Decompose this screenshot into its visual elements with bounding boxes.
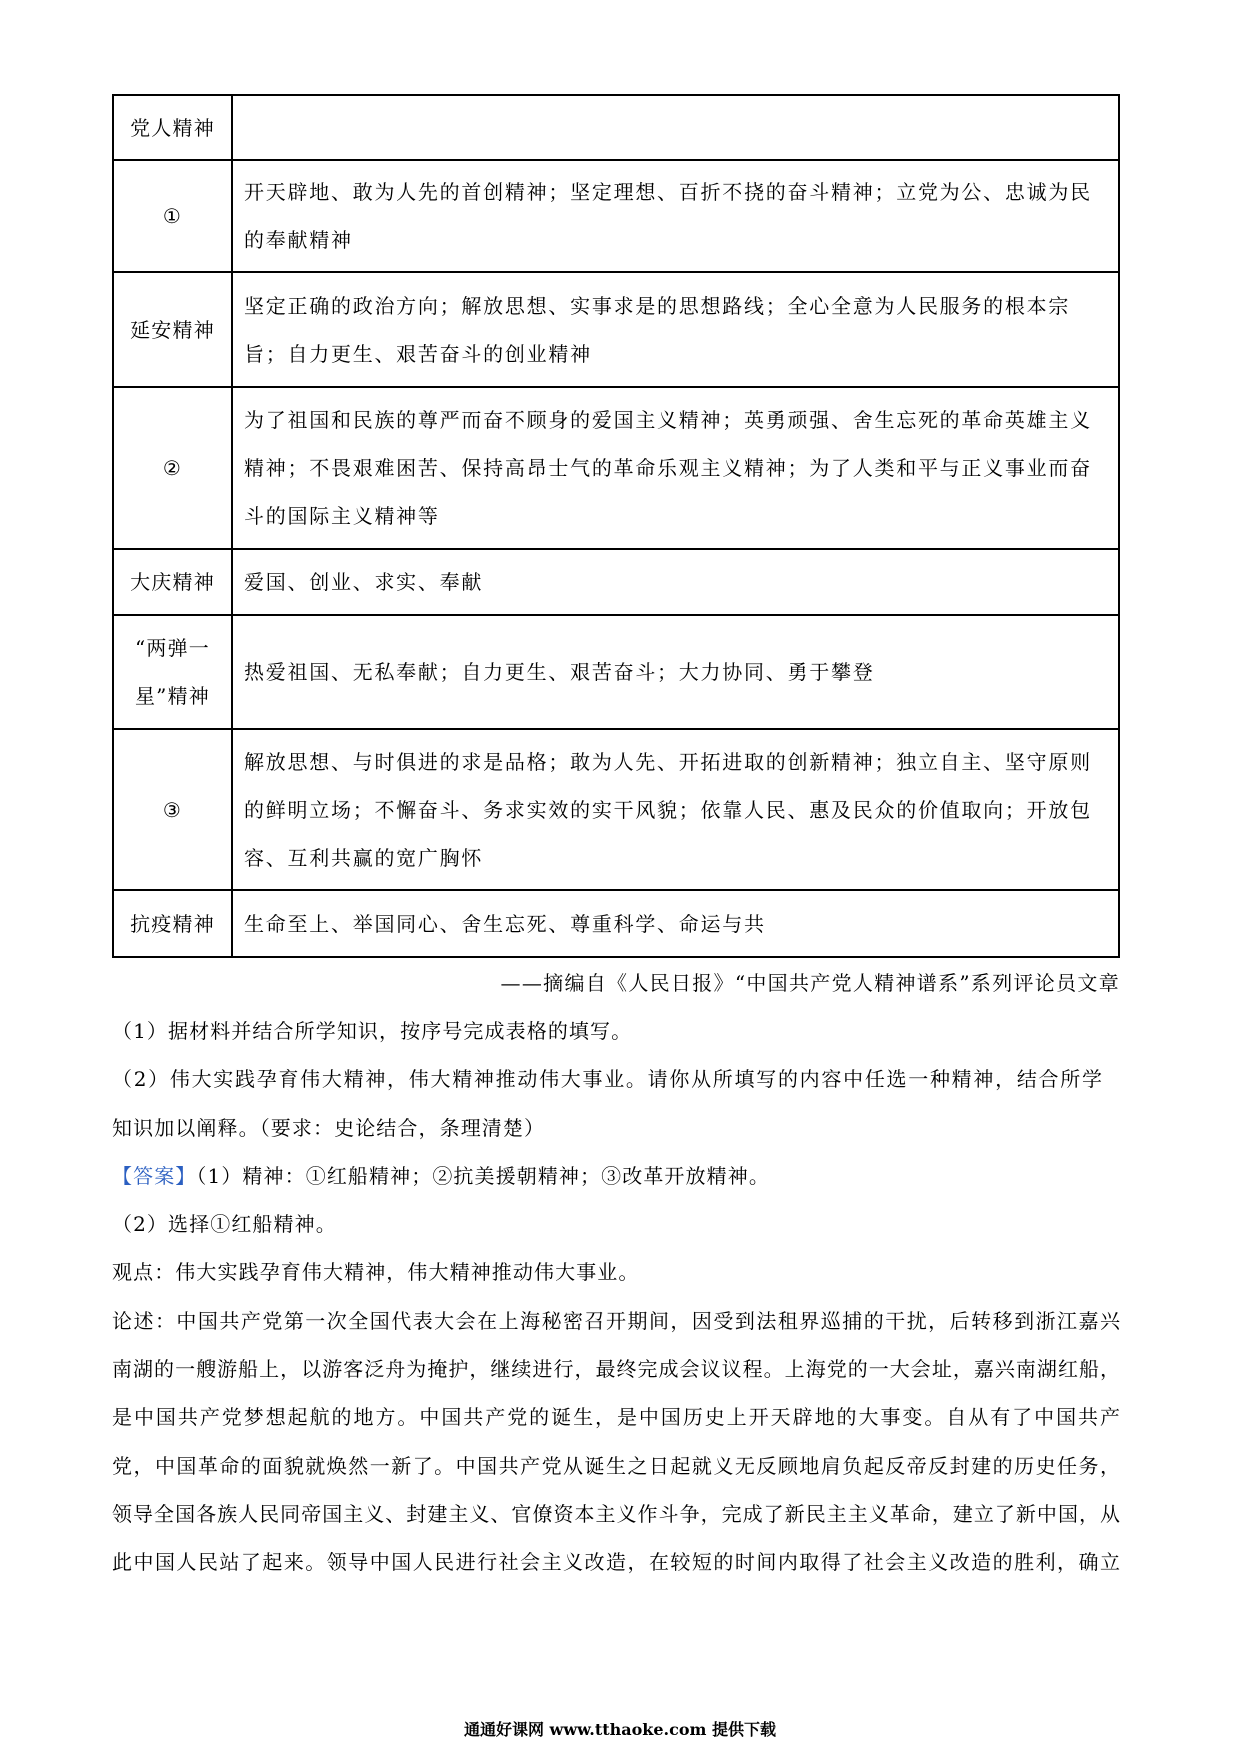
spirit-content-line: 坚定正确的政治方向；解放思想、实事求是的思想路线；全心全意为人民服务的根本宗	[244, 293, 1071, 318]
spirit-name: 大庆精神	[130, 570, 215, 594]
table-row	[114, 891, 1120, 958]
spirit-content-line: 容、互利共赢的宽广胸怀	[244, 845, 484, 870]
question-1: （1）据材料并结合所学知识，按序号完成表格的填写。	[112, 1019, 633, 1043]
spirit-content-line: 的鲜明立场；不懈奋斗、务求实效的实干风貌；依靠人民、惠及民众的价值取向；开放包	[244, 797, 1092, 822]
spirit-name: 星”精神	[134, 684, 211, 708]
answer-discussion-line: 党，中国革命的面貌就焕然一新了。中国共产党从诞生之日起就义无反顾地肩负起反帝反封建的历史任务，	[112, 1453, 1120, 1478]
spirit-content-line: 旨；自力更生、艰苦奋斗的创业精神	[244, 341, 592, 366]
spirit-content-line: 解放思想、与时俱进的求是品格；敢为人先、开拓进取的创新精神；独立自主、坚守原则	[244, 749, 1092, 774]
spirit-name-cell	[114, 273, 233, 388]
spirit-content-line: 精神；不畏艰难困苦、保持高昂士气的革命乐观主义精神；为了人类和平与正义事业而奋	[244, 456, 1092, 480]
spirit-name: ②	[162, 456, 183, 480]
spirit-content-line: 开天辟地、敢为人先的首创精神；坚定理想、百折不挠的奋斗精神；立党为公、忠诚为民	[244, 180, 1092, 204]
spirit-content-line: 生命至上、举国同心、舍生忘死、尊重科学、命运与共	[244, 911, 766, 936]
table-row	[114, 730, 1120, 891]
spirit-content-cell	[233, 891, 1120, 958]
spirit-content-cell	[233, 616, 1120, 730]
spirit-content-line: 热爱祖国、无私奉献；自力更生、艰苦奋斗；大力协同、勇于攀登	[244, 660, 875, 684]
spirit-name-cell	[114, 388, 233, 550]
spirit-name: “两弹一	[134, 636, 211, 660]
spirit-content-line: 的奉献精神	[244, 228, 353, 252]
spirit-name-cell	[114, 161, 233, 273]
page-footer: 通通好课网 www.tthaoke.com 提供下载	[463, 1720, 777, 1739]
answer-tag: 【答案】	[112, 1163, 197, 1188]
question-2-line: （2）伟大实践孕育伟大精神，伟大精神推动伟大事业。请你从所填写的内容中任选一种精神，结合所学	[112, 1067, 1102, 1092]
spirit-name-cell	[114, 891, 233, 958]
spirit-name-cell	[114, 550, 233, 616]
spirit-content-cell	[233, 273, 1120, 388]
table-row	[114, 550, 1120, 616]
spirit-content-line: 为了祖国和民族的尊严而奋不顾身的爱国主义精神；英勇顽强、舍生忘死的革命英雄主义	[244, 408, 1092, 432]
spirit-name-cell	[114, 616, 233, 730]
table-row	[114, 161, 1120, 273]
answer-discussion-line: 领导全国各族人民同帝国主义、封建主义、官僚资本主义作斗争，完成了新民主主义革命，建立了新中国，从	[112, 1501, 1120, 1526]
answer-discussion-line: 是中国共产党梦想起航的地方。中国共产党的诞生，是中国历史上开天辟地的大事变。自从有了中国共产	[112, 1405, 1120, 1430]
table-row	[114, 273, 1120, 388]
spirit-name-cell	[114, 96, 233, 161]
spirit-content-cell	[233, 161, 1120, 273]
answer-discussion-line: 此中国人民站了起来。领导中国人民进行社会主义改造，在较短的时间内取得了社会主义改造的胜利，确立	[112, 1550, 1120, 1575]
spirit-name: 党人精神	[130, 115, 215, 140]
spirit-content-cell	[233, 730, 1120, 891]
spirit-name: 抗疫精神	[130, 911, 215, 936]
spirit-name: 延安精神	[130, 317, 215, 342]
answer-viewpoint: 观点：伟大实践孕育伟大精神，伟大精神推动伟大事业。	[112, 1260, 640, 1285]
spirit-table	[112, 94, 1120, 958]
spirit-name-cell	[114, 730, 233, 891]
table-row	[114, 388, 1120, 550]
spirit-content-cell	[233, 96, 1120, 161]
answer-discussion-line: 论述：中国共产党第一次全国代表大会在上海秘密召开期间，因受到法租界巡捕的干扰，后转移到浙江嘉兴	[112, 1308, 1120, 1333]
answer-1-text: （1）精神：①红船精神；②抗美援朝精神；③改革开放精神。	[196, 1163, 770, 1188]
answer-2: （2）选择①红船精神。	[112, 1212, 337, 1237]
answer-discussion-line: 南湖的一艘游船上，以游客泛舟为掩护，继续进行，最终完成会议议程。上海党的一大会址，嘉兴南湖红船，	[112, 1357, 1120, 1382]
table-row	[114, 96, 1120, 161]
source-citation: ——摘编自《人民日报》“中国共产党人精神谱系”系列评论员文章	[500, 971, 1120, 995]
question-2-line: 知识加以阐释。（要求：史论结合，条理清楚）	[112, 1115, 546, 1140]
answer-1	[112, 1152, 1120, 1200]
spirit-content-line: 爱国、创业、求实、奉献	[244, 570, 484, 594]
spirit-content-line: 斗的国际主义精神等	[244, 504, 440, 528]
spirit-name: ①	[162, 204, 183, 228]
question-answer-section	[112, 1007, 1120, 1587]
spirit-name: ③	[162, 797, 183, 822]
spirit-content-cell	[233, 388, 1120, 550]
table-row	[114, 616, 1120, 730]
spirit-content-cell	[233, 550, 1120, 616]
